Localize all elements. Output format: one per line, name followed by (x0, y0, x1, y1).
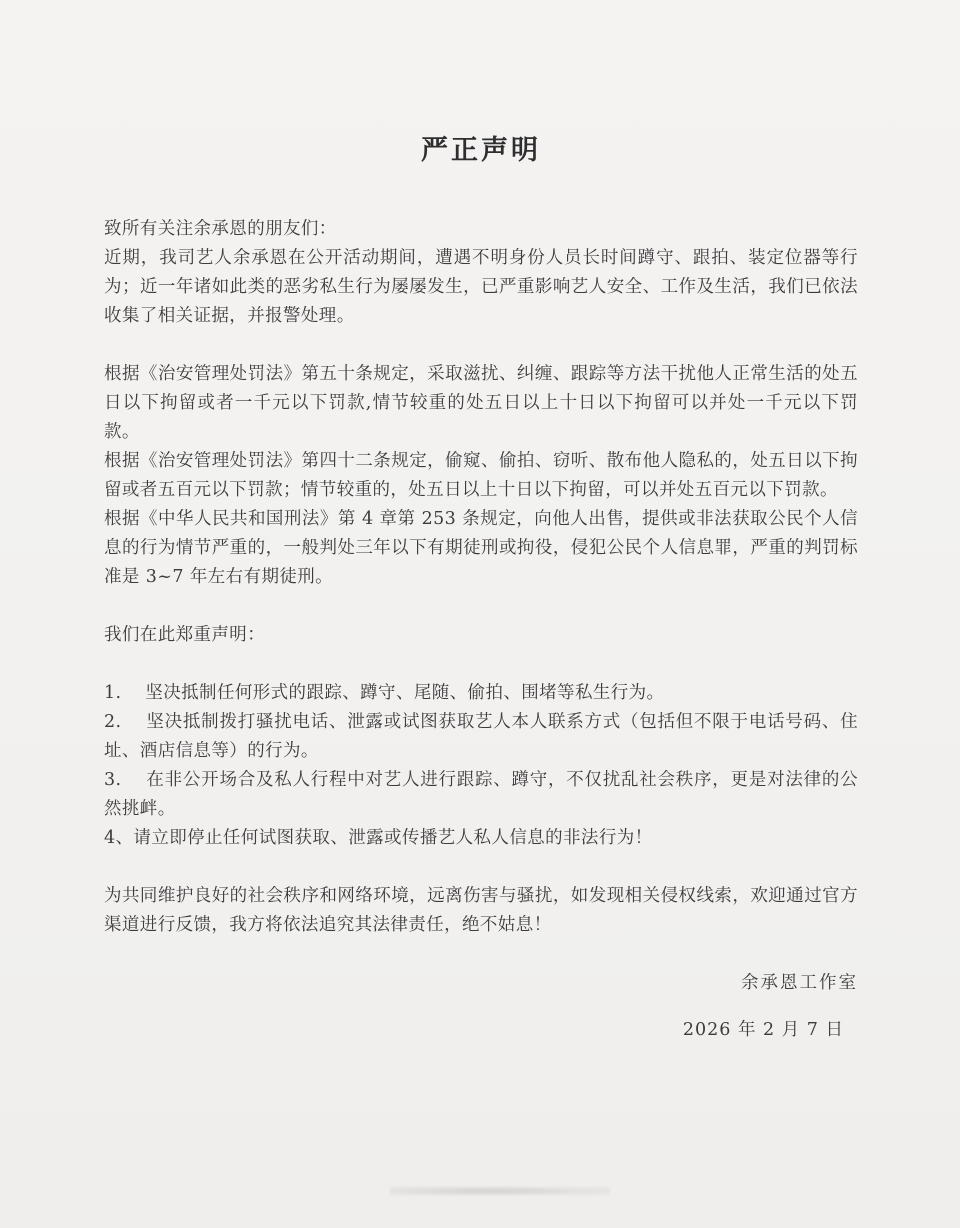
legal-paragraph-3: 根据《中华人民共和国刑法》第 4 章第 253 条规定，向他人出售，提供或非法获取公民个人信息的行为情节严重的，一般判处三年以下有期徒刑或拘役，侵犯公民个人信息罪，严重的判罚标准是 3~7 年左右有期徒刑。 (104, 509, 858, 587)
legal-paragraph-2: 根据《治安管理处罚法》第四十二条规定，偷窥、偷拍、窃听、散布他人隐私的，处五日以下拘留或者五百元以下罚款；情节较重的，处五日以上十日以下拘留，可以并处五百元以下罚款。 (104, 451, 858, 500)
legal-paragraph-1: 根据《治安管理处罚法》第五十条规定，采取滋扰、纠缠、跟踪等方法干扰他人正常生活的处五日以下拘留或者一千元以下罚款,情节较重的处五日以上十日以下拘留可以并处一千元以下罚款。 (104, 364, 858, 442)
signature: 余承恩工作室 (741, 973, 858, 993)
salutation: 致所有关注余承恩的朋友们： (104, 219, 337, 239)
paragraph-spacer (104, 592, 858, 621)
paragraph-spacer (104, 853, 858, 882)
paragraph-spacer (104, 650, 858, 679)
declaration-item-3: 3. 在非公开场合及私人行程中对艺人进行跟踪、蹲守，不仅扰乱社会秩序，更是对法律的公然挑衅。 (104, 770, 858, 819)
declaration-item-2: 2. 坚决抵制拨打骚扰电话、泄露或试图获取艺人本人联系方式（包括但不限于电话号码、住址、酒店信息等）的行为。 (104, 712, 858, 761)
paragraph-spacer (104, 331, 858, 360)
declaration-item-4: 4、请立即停止任何试图获取、泄露或传播艺人私人信息的非法行为！ (104, 828, 653, 848)
document-title: 严正声明 (421, 135, 541, 166)
date: 2026 年 2 月 7 日 (682, 1019, 844, 1040)
declaration-lead: 我们在此郑重声明： (104, 625, 266, 645)
faint-watermark (390, 1184, 610, 1198)
intro-paragraph: 近期，我司艺人余承恩在公开活动期间，遭遇不明身份人员长时间蹲守、跟拍、装定位器等行为；近一年诸如此类的恶劣私生行为屡屡发生，已严重影响艺人安全、工作及生活，我们已依法收集了相关证据，并报警处理。 (104, 248, 858, 326)
declaration-item-1: 1. 坚决抵制任何形式的跟踪、蹲守、尾随、偷拍、围堵等私生行为。 (104, 683, 665, 703)
closing-paragraph: 为共同维护良好的社会秩序和网络环境，远离伤害与骚扰，如发现相关侵权线索，欢迎通过官方渠道进行反馈，我方将依法追究其法律责任，绝不姑息！ (104, 886, 858, 935)
signature-block (104, 969, 858, 1045)
